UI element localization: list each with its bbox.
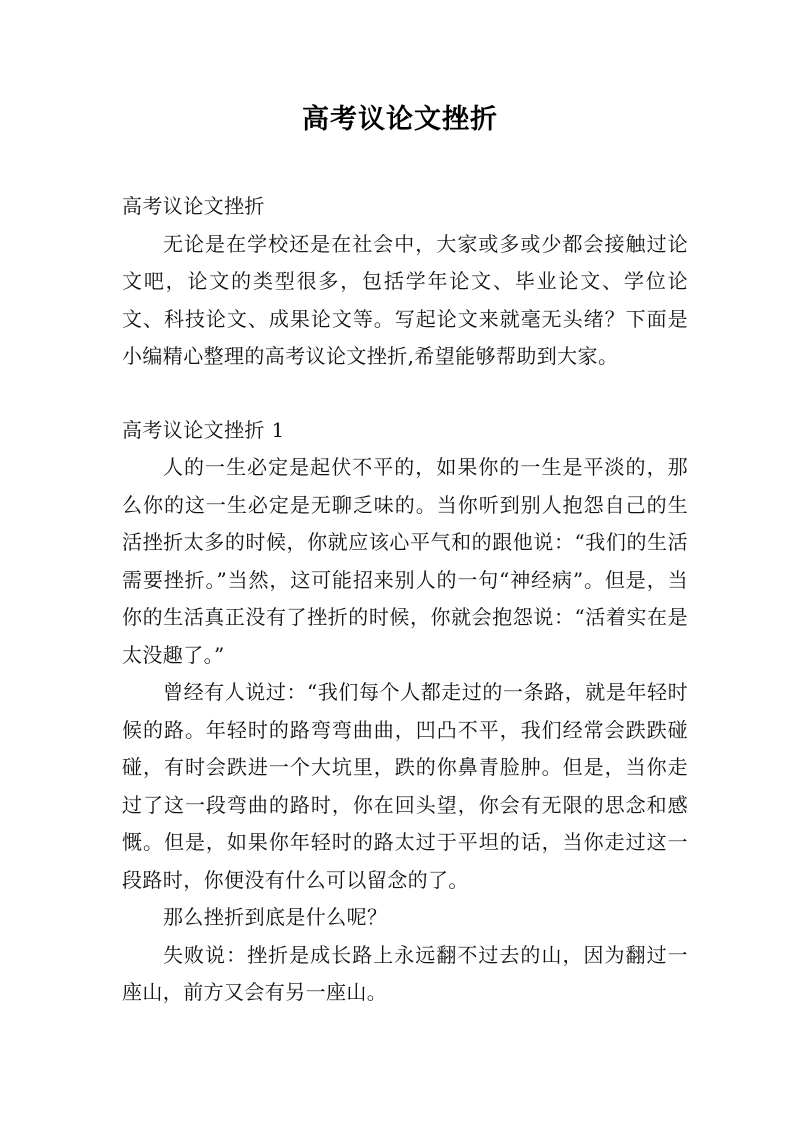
section-heading: 高考议论文挫折 1 [122,417,285,442]
body-paragraph: 人的一生必定是起伏不平的，如果你的一生是平淡的，那么你的这一生必定是无聊乏味的。当你听到别人抱怨自己的生活挫折太多的时候，你就应该心平气和的跟他说：“我们的生活需要挫折。”当然，这可能招来别人的一句“神经病”。但是，当你的生活真正没有了挫折的时候，你就会抱怨说：“活着实在是太没趣了。” [122,455,688,667]
section-spacer [122,376,688,412]
body-paragraph: 那么挫折到底是什么呢？ [163,905,388,929]
body-paragraph: 曾经有人说过：“我们每个人都走过的一条路，就是年轻时候的路。年轻时的路弯弯曲曲，凹凸不平，我们经常会跌跌碰碰，有时会跌进一个大坑里，跌的你鼻青脸肿。但是，当你走过了这一段弯曲的路时，你在回头望，你会有无限的思念和感慨。但是，如果你年轻时的路太过于平坦的话，当你走过这一段路时，你便没有什么可以留念的了。 [122,680,688,892]
intro-heading: 高考议论文挫折 [122,194,265,218]
document-title: 高考议论文挫折 [302,104,498,135]
intro-paragraph: 无论是在学校还是在社会中，大家或多或少都会接触过论文吧，论文的类型很多，包括学年论文、毕业论文、学位论文、科技论文、成果论文等。写起论文来就毫无头绪？下面是小编精心整理的高考议论文挫折,希望能够帮助到大家。 [122,231,688,368]
body-paragraph: 失败说：挫折是成长路上永远翻不过去的山，因为翻过一座山，前方又会有另一座山。 [122,942,688,1004]
document-body [122,188,688,1012]
